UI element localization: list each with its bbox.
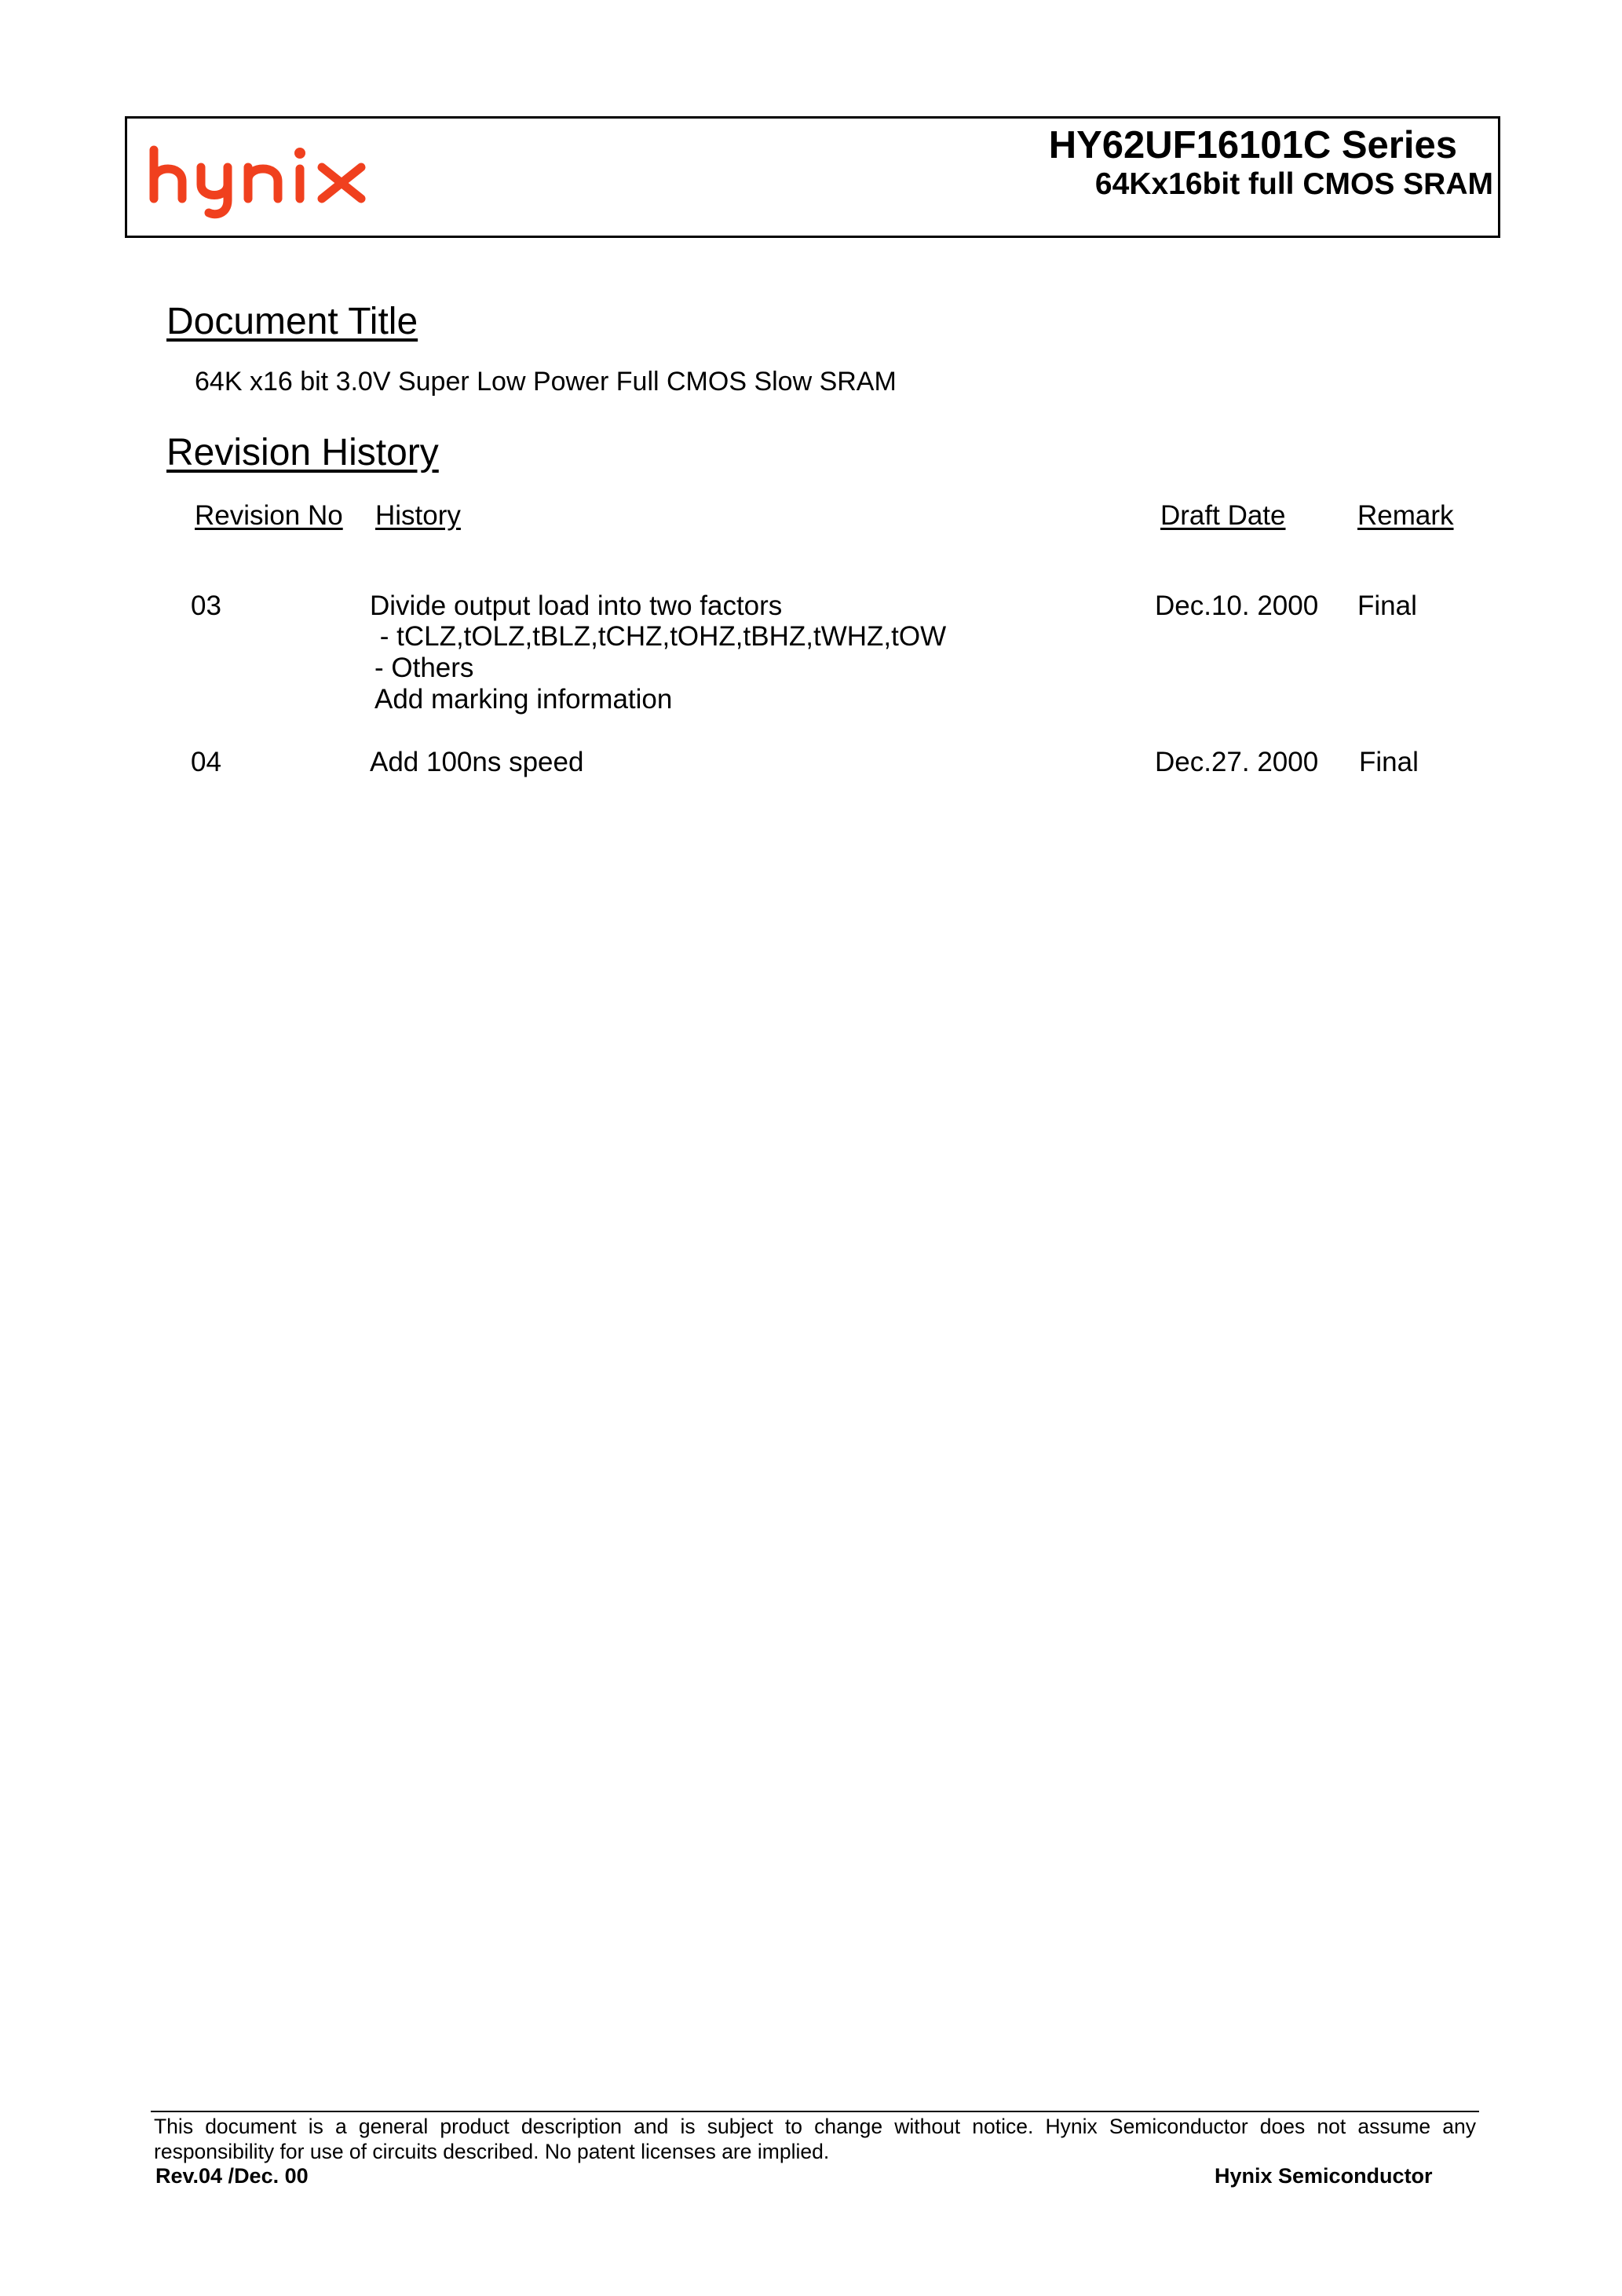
document-title-text: 64K x16 bit 3.0V Super Low Power Full CMOS Slow SRAM [195, 367, 897, 397]
column-header-history: History [375, 500, 461, 531]
footer-divider [151, 2111, 1479, 2112]
remark: Final [1359, 747, 1419, 777]
column-header-remark: Remark [1357, 500, 1454, 531]
remark: Final [1357, 590, 1417, 621]
history-line: Add marking information [374, 684, 673, 715]
series-subtitle: 64Kx16bit full CMOS SRAM [1094, 167, 1493, 201]
series-title: HY62UF16101C Series [1048, 124, 1457, 166]
history-line: Add 100ns speed [370, 747, 584, 777]
history-line: - tCLZ,tOLZ,tBLZ,tCHZ,tOHZ,tBHZ,tWHZ,tOW [372, 621, 947, 652]
column-header-revision-no: Revision No [195, 500, 343, 531]
history-line: Divide output load into two factors [370, 590, 783, 621]
header-box [125, 116, 1500, 238]
history-line: - Others [374, 653, 474, 683]
footer-disclaimer: This document is a general product description and is subject to change without notice. Hynix Semiconductor does not assume any responsibility for use of circuits described. No patent licenses are implied. [154, 2115, 1476, 2163]
draft-date: Dec.10. 2000 [1155, 590, 1319, 621]
revision-number: 03 [191, 590, 221, 621]
hynix-logo [146, 144, 374, 219]
column-header-draft-date: Draft Date [1160, 500, 1286, 531]
footer-company: Hynix Semiconductor [1215, 2164, 1433, 2188]
draft-date: Dec.27. 2000 [1155, 747, 1319, 777]
revision-number: 04 [191, 747, 221, 777]
footer-revision: Rev.04 /Dec. 00 [155, 2164, 309, 2188]
document-title-heading: Document Title [166, 301, 418, 342]
revision-history-heading: Revision History [166, 432, 439, 473]
